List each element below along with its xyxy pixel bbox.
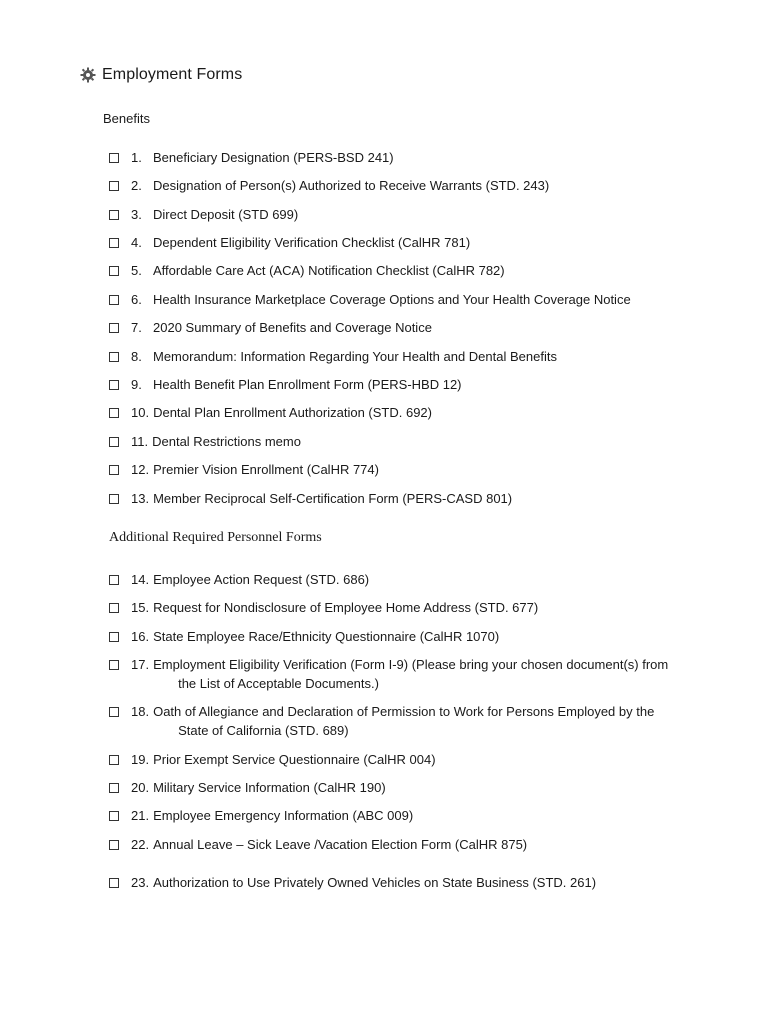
item-number: 17. (131, 657, 150, 672)
list-item (109, 655, 713, 693)
checkbox[interactable] (109, 266, 119, 276)
checkbox[interactable] (109, 153, 119, 163)
list-item (109, 598, 538, 617)
item-text: Dental Plan Enrollment Authorization (STD. 692) (153, 405, 432, 420)
list-item (109, 432, 301, 451)
checkbox[interactable] (109, 632, 119, 642)
checkbox[interactable] (109, 783, 119, 793)
item-number: 13. (131, 491, 150, 506)
item-text: Beneficiary Designation (PERS-BSD 241) (153, 150, 394, 165)
item-text: 2020 Summary of Benefits and Coverage Notice (153, 320, 432, 335)
list-item (109, 318, 432, 337)
list-item (109, 290, 631, 309)
item-text: Annual Leave – Sick Leave /Vacation Election Form (CalHR 875) (153, 837, 528, 852)
item-text: Employee Emergency Information (ABC 009) (153, 808, 414, 823)
item-text: Direct Deposit (STD 699) (153, 207, 299, 222)
checkbox[interactable] (109, 323, 119, 333)
gear-icon (80, 67, 96, 83)
list-item (109, 873, 596, 892)
item-number: 21. (131, 808, 150, 823)
list-item (109, 806, 413, 825)
list-item (109, 205, 298, 224)
checkbox[interactable] (109, 437, 119, 447)
checkbox[interactable] (109, 465, 119, 475)
item-text: Authorization to Use Privately Owned Vehicles on State Business (STD. 261) (153, 875, 597, 890)
item-text: Military Service Information (CalHR 190) (153, 780, 386, 795)
item-text: Health Insurance Marketplace Coverage Options and Your Health Coverage Notice (153, 292, 631, 307)
item-number: 15. (131, 600, 150, 615)
item-text: Health Benefit Plan Enrollment Form (PERS-HBD 12) (153, 377, 462, 392)
checkbox[interactable] (109, 494, 119, 504)
item-text-continuation: the List of Acceptable Documents.) (178, 676, 379, 691)
item-number: 8. (131, 349, 142, 364)
checkbox[interactable] (109, 755, 119, 765)
item-number: 22. (131, 837, 150, 852)
item-number: 23. (131, 875, 150, 890)
item-text: Employee Action Request (STD. 686) (153, 572, 370, 587)
item-number: 14. (131, 572, 150, 587)
item-number: 18. (131, 704, 150, 719)
list-item (109, 233, 470, 252)
item-number: 12. (131, 462, 150, 477)
checkbox[interactable] (109, 238, 119, 248)
list-item (109, 261, 505, 280)
item-number: 16. (131, 629, 150, 644)
list-item (109, 347, 557, 366)
checkbox[interactable] (109, 181, 119, 191)
checkbox[interactable] (109, 603, 119, 613)
additional-forms-heading: Additional Required Personnel Forms (109, 530, 322, 545)
item-text: Member Reciprocal Self-Certification Form (PERS-CASD 801) (153, 491, 513, 506)
item-text: State Employee Race/Ethnicity Questionnaire (CalHR 1070) (153, 629, 500, 644)
item-number: 2. (131, 178, 142, 193)
page-title: Employment Forms (102, 66, 243, 83)
checkbox[interactable] (109, 811, 119, 821)
list-item (109, 778, 386, 797)
checkbox[interactable] (109, 660, 119, 670)
item-number: 20. (131, 780, 150, 795)
list-item (109, 375, 462, 394)
item-number: 6. (131, 292, 142, 307)
benefits-heading: Benefits (103, 111, 150, 126)
title-row (80, 66, 242, 84)
list-item (109, 403, 432, 422)
item-text: Request for Nondisclosure of Employee Home Address (STD. 677) (153, 600, 539, 615)
list-item (109, 750, 436, 769)
checkbox[interactable] (109, 295, 119, 305)
item-number: 4. (131, 235, 142, 250)
item-number: 11. (131, 434, 149, 449)
item-text: Prior Exempt Service Questionnaire (CalHR 004) (153, 752, 436, 767)
checkbox[interactable] (109, 840, 119, 850)
checkbox[interactable] (109, 878, 119, 888)
item-text: Memorandum: Information Regarding Your Health and Dental Benefits (153, 349, 557, 364)
item-number: 3. (131, 207, 142, 222)
checkbox[interactable] (109, 707, 119, 717)
item-number: 10. (131, 405, 150, 420)
checkbox[interactable] (109, 352, 119, 362)
item-number: 19. (131, 752, 150, 767)
item-text: Premier Vision Enrollment (CalHR 774) (153, 462, 379, 477)
item-text: Oath of Allegiance and Declaration of Permission to Work for Persons Employed by the (153, 704, 655, 719)
checkbox[interactable] (109, 408, 119, 418)
checkbox[interactable] (109, 575, 119, 585)
list-item (109, 489, 512, 508)
item-text: Dependent Eligibility Verification Checklist (CalHR 781) (153, 235, 471, 250)
item-number: 1. (131, 150, 142, 165)
item-number: 5. (131, 263, 142, 278)
item-number: 7. (131, 320, 142, 335)
item-text: Affordable Care Act (ACA) Notification Checklist (CalHR 782) (153, 263, 505, 278)
list-item (109, 460, 379, 479)
list-item (109, 148, 394, 167)
checkbox[interactable] (109, 210, 119, 220)
checkbox[interactable] (109, 380, 119, 390)
list-item (109, 627, 499, 646)
item-text: Employment Eligibility Verification (Form I-9) (Please bring your chosen document(s) from (153, 657, 669, 672)
item-text-continuation: State of California (STD. 689) (178, 723, 349, 738)
list-item (109, 176, 549, 195)
list-item (109, 570, 369, 589)
list-item (109, 835, 527, 854)
list-item (109, 702, 713, 740)
item-text: Designation of Person(s) Authorized to Receive Warrants (STD. 243) (153, 178, 550, 193)
item-number: 9. (131, 377, 142, 392)
item-text: Dental Restrictions memo (152, 434, 301, 449)
